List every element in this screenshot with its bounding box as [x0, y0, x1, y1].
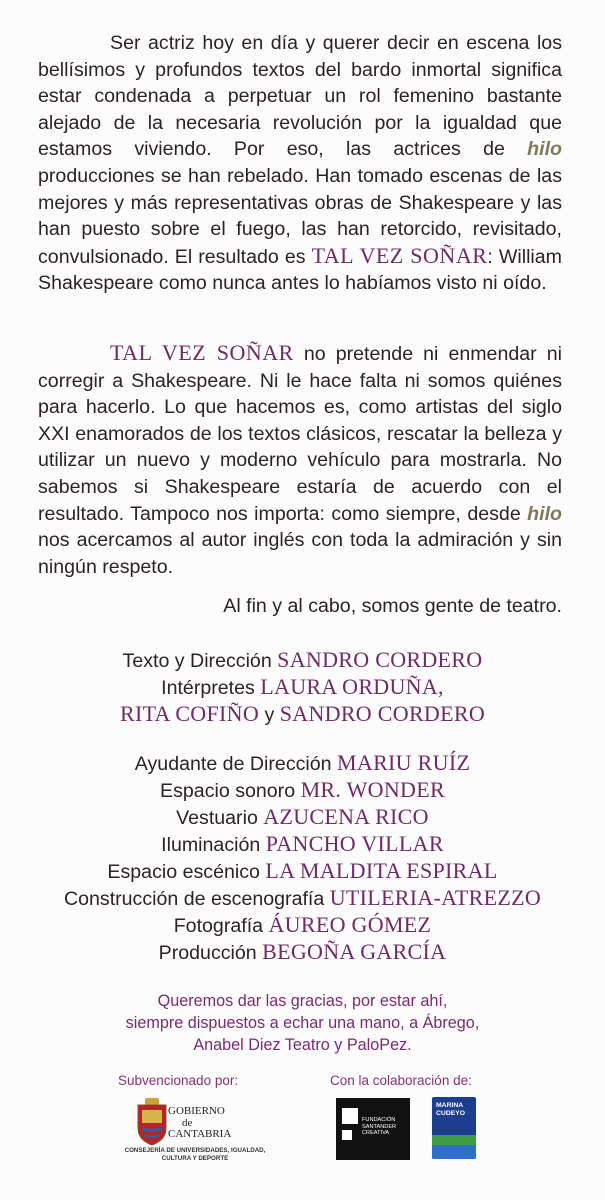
show-title: TAL VEZ SOÑAR — [311, 242, 488, 268]
credit-name: SANDRO CORDERO — [277, 647, 483, 672]
marina-green-wave-icon — [432, 1135, 476, 1145]
fundacion-wordmark — [362, 1117, 396, 1137]
credit-line — [0, 858, 605, 885]
credit-name: MARIU RUÍZ — [337, 750, 471, 775]
cantabria-crest-icon — [132, 1098, 172, 1146]
intro-text-1: Ser actriz hoy en día y querer decir en escena los bellísimos y profundos textos del bardo inmortal significa estar condenada a perpetuar un rol femenino bastante alejado de la necesaria revolución por la igualdad que estamos viviendo. Por eso, las actrices de — [38, 32, 562, 161]
thanks-line: siempre dispuestos a echar una mano, a Ábrego, — [125, 1014, 480, 1032]
marina-wordmark — [436, 1102, 465, 1118]
credit-role: Producción — [158, 942, 257, 964]
credit-name: BEGOÑA GARCÍA — [262, 939, 447, 964]
consejeria-text — [110, 1147, 280, 1163]
fundacion-line: CREATIVA — [362, 1130, 390, 1136]
credit-line — [0, 777, 605, 804]
credit-line-interpretes-2 — [0, 701, 605, 728]
credit-name: SANDRO CORDERO — [279, 701, 486, 726]
intro-text-2: producciones se han rebelado. Han tomado escenas de las mejores y más representativas obras de Shakespeare y las han puesto sobre el fuego, las han retorcido, revisitado, convulsionado. El resultado es — [38, 164, 562, 268]
credit-name: RITA COFIÑO — [119, 701, 260, 726]
consejeria-line: CULTURA Y DEPORTE — [161, 1155, 229, 1162]
credit-role: Fotografía — [173, 915, 264, 937]
credit-name: MR. WONDER — [300, 777, 445, 802]
fundacion-square-icon — [342, 1130, 352, 1140]
credit-line-interpretes — [0, 674, 605, 701]
gobierno-wordmark — [168, 1106, 231, 1141]
consejeria-line: CONSEJERÍA DE UNIVERSIDADES, IGUALDAD, — [124, 1147, 266, 1154]
colaboracion-label: Con la colaboración de: — [330, 1073, 472, 1088]
crew-credits — [0, 750, 605, 966]
credit-line — [0, 885, 605, 912]
closing-line — [38, 593, 562, 620]
credit-conjunction: y — [264, 704, 275, 726]
closing-text: Al fin y al cabo, somos gente de teatro. — [223, 595, 562, 617]
thanks-line: Anabel Diez Teatro y PaloPez. — [193, 1036, 412, 1054]
fundacion-santander-logo — [336, 1098, 410, 1160]
fundacion-line: FUNDACIÓN — [362, 1117, 396, 1123]
credit-role: Espacio sonoro — [160, 780, 296, 802]
gobierno-line: GOBIERNO — [168, 1105, 225, 1117]
credit-role: Vestuario — [176, 807, 258, 829]
second-text-2: nos acercamos al autor inglés con toda la admiración y sin ningún respeto. — [38, 529, 562, 578]
marina-blue-wave-icon — [432, 1145, 476, 1159]
hilo-brand: hilo — [527, 502, 562, 525]
marina-cudeyo-logo — [432, 1097, 476, 1159]
credit-role: Iluminación — [161, 834, 261, 856]
gobierno-line: CANTABRIA — [168, 1128, 232, 1140]
credit-role: Texto y Dirección — [122, 650, 272, 672]
credit-name: ÁUREO GÓMEZ — [268, 912, 432, 937]
marina-line: MARINA — [436, 1102, 464, 1109]
intro-text-3: : William Shakespeare como nunca antes lo habíamos visto ni oído. — [38, 245, 562, 295]
show-title: TAL VEZ SOÑAR — [110, 340, 294, 365]
credit-role: Construcción de escenografía — [63, 888, 325, 910]
credit-line — [0, 750, 605, 777]
hilo-brand: hilo — [527, 138, 562, 161]
fundacion-square-icon — [342, 1108, 358, 1124]
intro-paragraph — [38, 30, 562, 297]
credit-line — [0, 804, 605, 831]
credit-name: AZUCENA RICO — [263, 804, 429, 829]
main-credits — [0, 647, 605, 728]
credit-line — [0, 831, 605, 858]
credit-name: LAURA ORDUÑA, — [260, 674, 444, 699]
thanks-line: Queremos dar las gracias, por estar ahí, — [157, 992, 448, 1010]
credit-name: LA MALDITA ESPIRAL — [265, 858, 498, 883]
credit-role: Intérpretes — [161, 677, 255, 699]
credit-line — [0, 939, 605, 966]
credit-line — [0, 912, 605, 939]
credit-name: UTILERIA-ATREZZO — [329, 885, 542, 910]
subvencionado-label: Subvencionado por: — [118, 1073, 239, 1088]
credit-role: Ayudante de Dirección — [134, 753, 332, 775]
thanks-note — [0, 990, 605, 1056]
marina-line: CUDEYO — [436, 1110, 466, 1117]
second-text-1: no pretende ni enmendar ni corregir a Shakespeare. Ni le hace falta ni somos quiénes para hacerlo. Lo que hacemos es, como artistas del siglo XXI enamorados de los textos clásicos, rescatar la belleza y utilizar un nuevo y moderno vehículo para mostrarla. No sabemos si Shakespeare estaría de acuerdo con el resultado. Tampoco nos importa: como siempre, desde — [38, 343, 562, 525]
fundacion-line: SANTANDER — [362, 1123, 397, 1130]
second-paragraph — [38, 340, 562, 580]
credit-role: Espacio escénico — [107, 861, 260, 883]
gobierno-cantabria-logo — [110, 1098, 280, 1168]
credit-line-texto — [0, 647, 605, 674]
credit-name: PANCHO VILLAR — [265, 831, 444, 856]
gobierno-line: de — [182, 1116, 193, 1129]
